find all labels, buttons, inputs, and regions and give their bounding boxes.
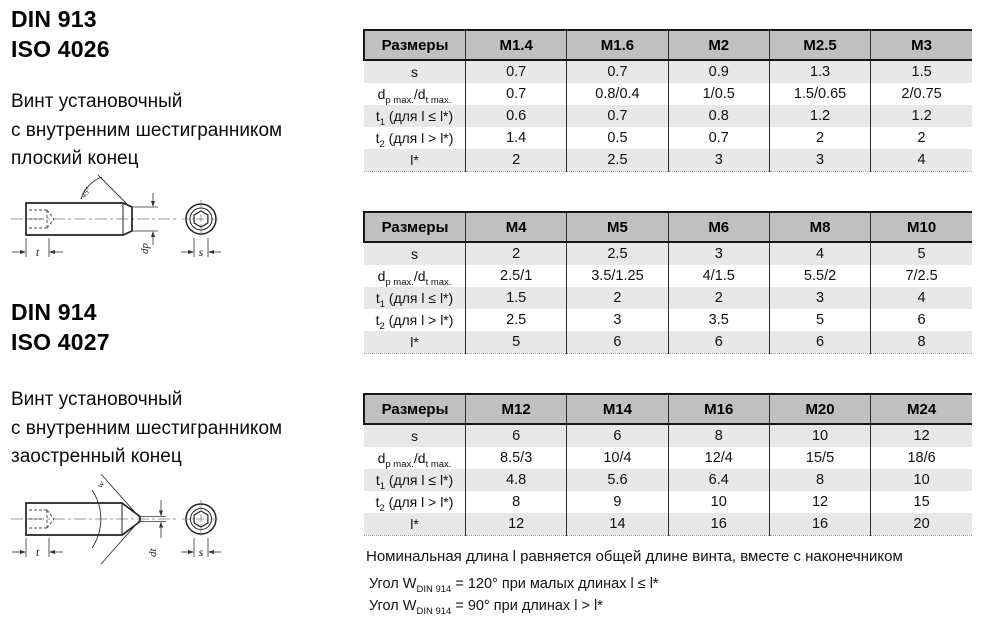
- table-row: [364, 83, 972, 105]
- value-cell: 7/2.5: [871, 265, 972, 287]
- value-cell: 4/1.5: [668, 265, 769, 287]
- angle-note-120: Угол $W_{DIN 914} = 120^\circ$ при малых длинах l ≤ l*: [369, 576, 659, 595]
- value-cell: 12: [871, 424, 972, 447]
- description-line: Винт установочный: [11, 91, 183, 112]
- value-cell: 1.5/0.65: [769, 83, 870, 105]
- header-cell-size: M20: [769, 394, 870, 424]
- standard-line: ISO 4026: [11, 36, 110, 62]
- value-cell: 1.2: [769, 105, 870, 127]
- value-cell: 2: [466, 149, 567, 172]
- value-cell: 2/0.75: [871, 83, 972, 105]
- header-cell-size: M10: [871, 212, 972, 242]
- value-cell: 5: [466, 331, 567, 354]
- sizes-table-m4-m10: [363, 211, 972, 354]
- value-cell: 3.5: [668, 309, 769, 331]
- value-cell: 6: [567, 331, 668, 354]
- value-cell: 6: [466, 424, 567, 447]
- value-cell: 10: [769, 424, 870, 447]
- hex-size-label: s: [198, 245, 204, 259]
- table-row: [364, 60, 972, 83]
- description-line: заостренный конец: [11, 446, 182, 467]
- value-cell: 6: [567, 424, 668, 447]
- description-din913: [11, 88, 282, 174]
- table-row: [364, 447, 972, 469]
- value-cell: 2: [871, 127, 972, 149]
- standard-line: DIN 913: [11, 6, 97, 32]
- table-row: [364, 424, 972, 447]
- angle-note-90: Угол $W_{DIN 914} = 90^\circ$ при длинах l > l*: [369, 598, 603, 617]
- table-row: [364, 309, 972, 331]
- cone-angle-label: w: [94, 479, 107, 490]
- row-label: $t_2$ (для l > l*): [364, 127, 466, 149]
- header-cell-sizes: Размеры: [364, 394, 466, 424]
- value-cell: 8: [668, 424, 769, 447]
- socket-depth-label: t: [35, 245, 40, 259]
- row-label: $d_{p max.}/d_{t max.}$: [364, 83, 466, 105]
- value-cell: 0.7: [567, 60, 668, 83]
- table-row: [364, 491, 972, 513]
- header-cell-sizes: Размеры: [364, 212, 466, 242]
- value-cell: 3: [769, 287, 870, 309]
- value-cell: 3: [769, 149, 870, 172]
- row-label: l*: [364, 149, 466, 172]
- row-label: l*: [364, 331, 466, 354]
- value-cell: 12: [769, 491, 870, 513]
- value-cell: 10/4: [567, 447, 668, 469]
- value-cell: 0.7: [668, 127, 769, 149]
- row-label: s: [364, 424, 466, 447]
- value-cell: 2: [668, 287, 769, 309]
- value-cell: 3.5/1.25: [567, 265, 668, 287]
- value-cell: 12: [466, 513, 567, 536]
- table-row: [364, 469, 972, 491]
- value-cell: 8: [466, 491, 567, 513]
- header-cell-size: M6: [668, 212, 769, 242]
- value-cell: 0.7: [567, 105, 668, 127]
- dimension-tables: [363, 0, 975, 628]
- value-cell: 4: [769, 242, 870, 265]
- header-cell-size: M2.5: [769, 30, 870, 60]
- description-line: с внутренним шестигранником: [11, 417, 283, 439]
- chamfer-angle-label: 45°: [79, 185, 93, 200]
- value-cell: 0.8/0.4: [567, 83, 668, 105]
- value-cell: 0.6: [466, 105, 567, 127]
- table-row: [364, 105, 972, 127]
- point-diameter-label: dp: [139, 243, 151, 254]
- standard-line: DIN 914: [11, 299, 97, 325]
- value-cell: 14: [567, 513, 668, 536]
- table-row: [364, 265, 972, 287]
- header-cell-size: M3: [871, 30, 972, 60]
- value-cell: 2.5: [567, 149, 668, 172]
- standard-line: ISO 4027: [11, 329, 110, 355]
- value-cell: 8: [871, 331, 972, 354]
- table-header-row: [364, 212, 972, 242]
- nominal-length-note: Номинальная длина l равняется общей длине винта, вместе с наконечником: [366, 548, 903, 565]
- row-label: $d_{p max.}/d_{t max.}$: [364, 265, 466, 287]
- table-row: [364, 513, 972, 536]
- value-cell: 1/0.5: [668, 83, 769, 105]
- row-label: $d_{p max.}/d_{t max.}$: [364, 447, 466, 469]
- value-cell: 1.5: [466, 287, 567, 309]
- value-cell: 4: [871, 149, 972, 172]
- description-line: Винт установочный: [11, 389, 183, 410]
- row-label: l*: [364, 513, 466, 536]
- row-label: $t_2$ (для l > l*): [364, 309, 466, 331]
- header-cell-size: M24: [871, 394, 972, 424]
- value-cell: 2: [769, 127, 870, 149]
- value-cell: 2.5/1: [466, 265, 567, 287]
- value-cell: 6: [871, 309, 972, 331]
- header-cell-size: M12: [466, 394, 567, 424]
- value-cell: 5.5/2: [769, 265, 870, 287]
- value-cell: 1.5: [871, 60, 972, 83]
- value-cell: 0.8: [668, 105, 769, 127]
- value-cell: 4: [871, 287, 972, 309]
- value-cell: 1.4: [466, 127, 567, 149]
- description-line: с внутренним шестигранником: [11, 119, 283, 141]
- value-cell: 12/4: [668, 447, 769, 469]
- sizes-table-m1.4-m3: [363, 29, 972, 172]
- table-header-row: [364, 394, 972, 424]
- value-cell: 18/6: [871, 447, 972, 469]
- value-cell: 0.5: [567, 127, 668, 149]
- value-cell: 5: [871, 242, 972, 265]
- description-din914: [11, 386, 282, 472]
- value-cell: 0.9: [668, 60, 769, 83]
- value-cell: 15/5: [769, 447, 870, 469]
- row-label: s: [364, 242, 466, 265]
- socket-depth-label: t: [35, 545, 40, 559]
- value-cell: 4.8: [466, 469, 567, 491]
- header-cell-size: M1.4: [466, 30, 567, 60]
- value-cell: 9: [567, 491, 668, 513]
- header-cell-sizes: Размеры: [364, 30, 466, 60]
- header-cell-size: M14: [567, 394, 668, 424]
- table-row: [364, 149, 972, 172]
- table-row: [364, 242, 972, 265]
- value-cell: 3: [567, 309, 668, 331]
- value-cell: 5.6: [567, 469, 668, 491]
- value-cell: 1.3: [769, 60, 870, 83]
- value-cell: 20: [871, 513, 972, 536]
- row-label: $t_1$ (для l ≤ l*): [364, 105, 466, 127]
- value-cell: 5: [769, 309, 870, 331]
- table-row: [364, 331, 972, 354]
- row-label: s: [364, 60, 466, 83]
- description-line: плоский конец: [11, 148, 139, 169]
- header-cell-size: M4: [466, 212, 567, 242]
- row-label: $t_2$ (для l > l*): [364, 491, 466, 513]
- value-cell: 16: [769, 513, 870, 536]
- value-cell: 10: [871, 469, 972, 491]
- value-cell: 0.7: [466, 60, 567, 83]
- sizes-table-m12-m24: [363, 393, 972, 536]
- value-cell: 0.7: [466, 83, 567, 105]
- header-cell-size: M5: [567, 212, 668, 242]
- value-cell: 10: [668, 491, 769, 513]
- standard-heading-din914: [11, 297, 110, 357]
- hex-size-label: s: [198, 545, 204, 559]
- value-cell: 6.4: [668, 469, 769, 491]
- value-cell: 16: [668, 513, 769, 536]
- value-cell: 2.5: [466, 309, 567, 331]
- header-cell-size: M16: [668, 394, 769, 424]
- din914-technical-drawing: [4, 462, 244, 580]
- header-cell-size: M2: [668, 30, 769, 60]
- row-label: $t_1$ (для l ≤ l*): [364, 287, 466, 309]
- row-label: $t_1$ (для l ≤ l*): [364, 469, 466, 491]
- table-row: [364, 127, 972, 149]
- value-cell: 3: [668, 149, 769, 172]
- value-cell: 8: [769, 469, 870, 491]
- value-cell: 8.5/3: [466, 447, 567, 469]
- point-diameter-label: dt: [147, 548, 159, 557]
- din913-technical-drawing: [4, 164, 244, 272]
- table-row: [364, 287, 972, 309]
- header-cell-size: M8: [769, 212, 870, 242]
- value-cell: 6: [769, 331, 870, 354]
- standard-heading-din913: [11, 4, 110, 64]
- value-cell: 2.5: [567, 242, 668, 265]
- value-cell: 6: [668, 331, 769, 354]
- header-cell-size: M1.6: [567, 30, 668, 60]
- value-cell: 15: [871, 491, 972, 513]
- value-cell: 2: [567, 287, 668, 309]
- table-header-row: [364, 30, 972, 60]
- value-cell: 2: [466, 242, 567, 265]
- value-cell: 3: [668, 242, 769, 265]
- value-cell: 1.2: [871, 105, 972, 127]
